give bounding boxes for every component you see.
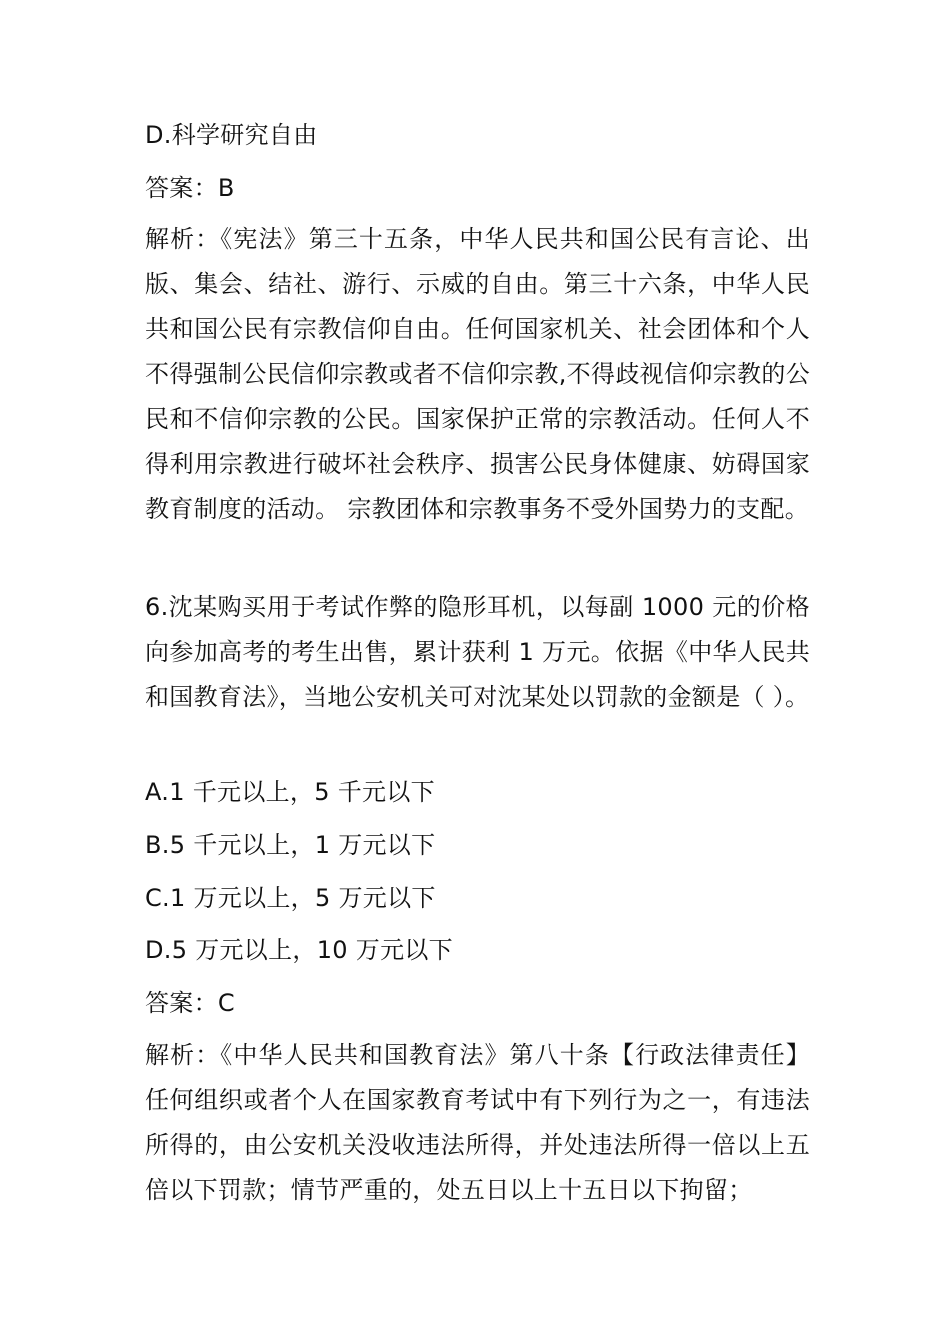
q5-analysis: 解析：《宪法》第三十五条，中华人民共和国公民有言论、出版、集会、结社、游行、示威的自由。第三十六条，中华人民共和国公民有宗教信仰自由。任何国家机关、社会团体和个人不得强制公民信仰宗教或者不信仰宗教,不得歧视信仰宗教的公民和不信仰宗教的公民。国家保护正常的宗教活动。任何人不得利用宗教进行破坏社会秩序、损害公民身体健康、妨碍国家教育制度的活动。 宗教团体和宗教事务不受外国势力的支配。 bbox=[145, 225, 810, 523]
q6-question: 6.沈某购买用于考试作弊的隐形耳机，以每副 1000 元的价格向参加高考的考生出售，累计获利 1 万元。依据《中华人民共和国教育法》，当地公安机关可对沈某处以罚款的金额是（ ）。 bbox=[145, 593, 810, 711]
q6-answer: 答案：C bbox=[145, 989, 235, 1017]
q6-option-a: A.1 千元以上，5 千元以下 bbox=[145, 778, 435, 806]
q5-option-d: D.科学研究自由 bbox=[145, 121, 318, 149]
q6-option-b: B.5 千元以上，1 万元以下 bbox=[145, 831, 436, 859]
q6-analysis: 解析：《中华人民共和国教育法》第八十条【行政法律责任】任何组织或者个人在国家教育考试中有下列行为之一，有违法所得的，由公安机关没收违法所得，并处违法所得一倍以上五倍以下罚款；情节严重的，处五日以上十五日以下拘留； bbox=[145, 1041, 810, 1204]
q6-option-d: D.5 万元以上，10 万元以下 bbox=[145, 936, 453, 964]
q5-answer: 答案：B bbox=[145, 174, 235, 202]
q6-option-c: C.1 万元以上，5 万元以下 bbox=[145, 884, 436, 912]
